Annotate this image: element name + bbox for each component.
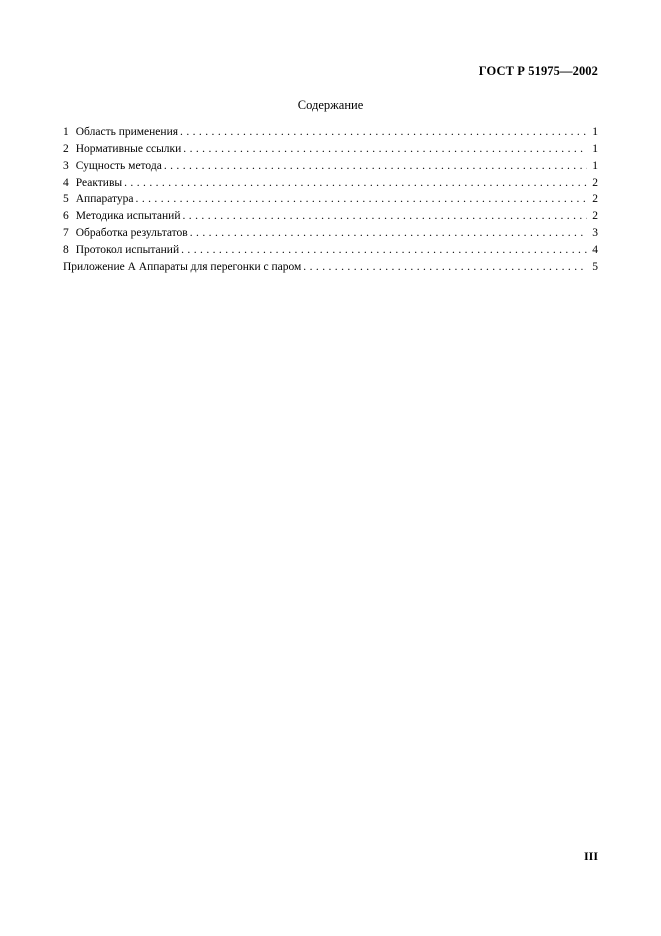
toc-entry-title: Аппаратура: [75, 193, 134, 206]
toc-entry-page: 3: [592, 227, 598, 240]
toc-entry-page: 2: [592, 176, 598, 189]
toc-entry-title: Область применения: [75, 126, 179, 138]
toc-entry-number: 6: [63, 210, 69, 223]
toc-entry-page: 1: [592, 159, 598, 172]
toc-dot-leader: [124, 175, 587, 192]
toc-entry-number: 2: [63, 142, 69, 155]
toc-entry-title: Приложение А Аппараты для перегонки с паром: [63, 260, 302, 273]
toc-entry-page: 4: [592, 243, 598, 256]
toc-entry-title: Протокол испытаний: [75, 243, 180, 256]
toc-entry-title: Сущность метода: [75, 159, 162, 172]
toc-entry[interactable]: [63, 242, 598, 259]
toc-dot-leader: [181, 242, 587, 259]
toc-entry-number: 7: [63, 227, 69, 240]
toc-entry[interactable]: [63, 208, 598, 225]
toc-entry-page: 5: [592, 260, 598, 273]
toc-entry-page: 1: [592, 126, 598, 138]
toc-entry[interactable]: [63, 191, 598, 208]
toc-entry[interactable]: [63, 225, 598, 242]
toc-entry-number: 5: [63, 193, 69, 206]
page-number: III: [583, 849, 598, 863]
toc-entry-title: Нормативные ссылки: [75, 142, 182, 155]
toc-entry-title: Реактивы: [75, 176, 123, 189]
toc-dot-leader: [190, 225, 587, 242]
toc-dot-leader: [183, 141, 587, 158]
toc-dot-leader: [183, 208, 588, 225]
toc-title: Содержание: [297, 98, 364, 112]
toc-entry[interactable]: [63, 141, 598, 158]
toc-entry-number: 1: [63, 126, 69, 138]
toc-dot-leader: [164, 158, 587, 175]
toc-dot-leader: [303, 259, 587, 276]
toc-dot-leader: [180, 124, 587, 141]
toc-entry[interactable]: [63, 124, 598, 141]
toc-entry[interactable]: [63, 175, 598, 192]
toc-entry-page: 2: [592, 210, 598, 223]
document-id-header: ГОСТ Р 51975—2002: [478, 64, 598, 78]
toc-entry-number: 3: [63, 159, 69, 172]
toc-entry-title: Обработка результатов: [75, 227, 188, 240]
toc-entry-page: 2: [592, 193, 598, 206]
toc-entry-number: 4: [63, 176, 69, 189]
toc-entry-number: 8: [63, 243, 69, 256]
toc-entry-title: Методика испытаний: [75, 210, 181, 223]
toc-entry[interactable]: [63, 158, 598, 175]
toc-dot-leader: [136, 191, 587, 208]
toc-entry-appendix[interactable]: [63, 259, 598, 276]
table-of-contents: [63, 124, 598, 276]
toc-entry-page: 1: [592, 142, 598, 155]
